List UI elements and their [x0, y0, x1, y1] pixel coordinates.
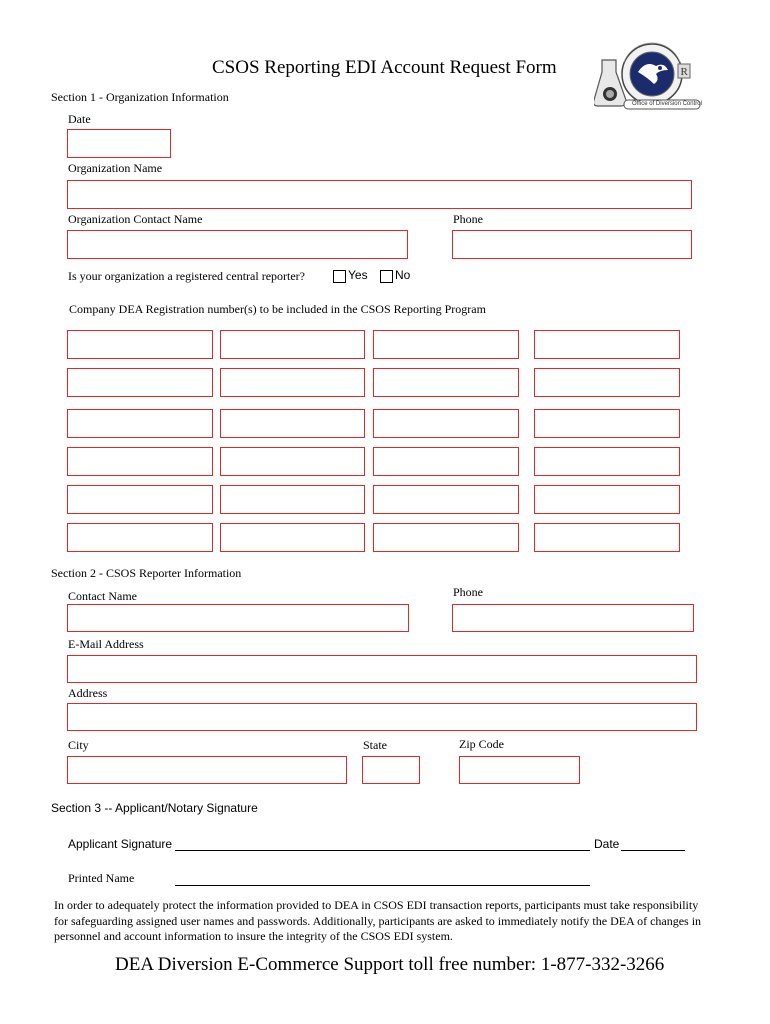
dea-number-field[interactable]	[220, 523, 365, 552]
reporter-phone-field[interactable]	[452, 604, 694, 632]
dea-number-field[interactable]	[373, 409, 519, 438]
state-field[interactable]	[362, 756, 420, 784]
dea-number-field[interactable]	[220, 485, 365, 514]
dea-number-field[interactable]	[220, 409, 365, 438]
dea-number-field[interactable]	[534, 485, 680, 514]
city-field[interactable]	[67, 756, 347, 784]
yes-label: Yes	[348, 268, 368, 282]
reporter-contact-name-label: Contact Name	[68, 589, 137, 603]
org-contact-name-label: Organization Contact Name	[68, 212, 203, 226]
org-name-field[interactable]	[67, 180, 692, 209]
central-reporter-question: Is your organization a registered central reporter?	[68, 269, 305, 283]
section3-heading: Section 3 -- Applicant/Notary Signature	[51, 801, 258, 815]
dea-number-field[interactable]	[534, 409, 680, 438]
dea-number-field[interactable]	[373, 330, 519, 359]
support-phone-footer: DEA Diversion E-Commerce Support toll free number: 1-877-332-3266	[115, 954, 665, 975]
signature-date-line[interactable]	[621, 850, 685, 851]
dea-number-field[interactable]	[373, 523, 519, 552]
applicant-signature-line[interactable]	[175, 850, 590, 851]
address-label: Address	[68, 686, 108, 700]
dea-number-field[interactable]	[373, 447, 519, 476]
dea-number-field[interactable]	[220, 368, 365, 397]
dea-number-field[interactable]	[67, 330, 213, 359]
state-label: State	[363, 738, 387, 752]
dea-number-field[interactable]	[220, 330, 365, 359]
page-title: CSOS Reporting EDI Account Request Form	[212, 57, 557, 78]
dea-numbers-label: Company DEA Registration number(s) to be included in the CSOS Reporting Program	[69, 302, 486, 316]
svg-text:R: R	[680, 66, 688, 78]
date-field[interactable]	[67, 129, 171, 158]
seal-caption: Office of Diversion Control	[632, 101, 702, 107]
dea-number-field[interactable]	[67, 368, 213, 397]
section1-heading: Section 1 - Organization Information	[51, 90, 229, 104]
printed-name-line[interactable]	[175, 885, 590, 886]
email-label: E-Mail Address	[68, 637, 144, 651]
dea-number-field[interactable]	[67, 523, 213, 552]
reporter-phone-label: Phone	[453, 585, 483, 599]
org-name-label: Organization Name	[68, 161, 163, 175]
dea-number-field[interactable]	[373, 368, 519, 397]
dea-number-field[interactable]	[534, 447, 680, 476]
printed-name-label: Printed Name	[68, 871, 135, 885]
notice-paragraph: In order to adequately protect the information provided to DEA in CSOS EDI transaction reports, participants must take responsibility for safeguarding assigned user names and passwords. Additionally, participants are asked to immediately notify the DEA of changes in personnel and account information to insure the integrity of the CSOS EDI system.	[54, 898, 702, 943]
dea-number-field[interactable]	[67, 485, 213, 514]
zip-label: Zip Code	[459, 737, 504, 751]
org-phone-label: Phone	[453, 212, 483, 226]
org-contact-name-field[interactable]	[67, 230, 408, 259]
signature-date-label: Date	[594, 837, 620, 851]
no-checkbox[interactable]	[380, 270, 393, 283]
reporter-contact-name-field[interactable]	[67, 604, 409, 632]
dea-number-field[interactable]	[534, 523, 680, 552]
org-phone-field[interactable]	[452, 230, 692, 259]
dea-number-field[interactable]	[373, 485, 519, 514]
dea-number-field[interactable]	[67, 409, 213, 438]
zip-field[interactable]	[459, 756, 580, 784]
dea-seal-logo	[594, 42, 704, 114]
yes-checkbox[interactable]	[333, 270, 346, 283]
no-label: No	[395, 268, 411, 282]
address-field[interactable]	[67, 703, 697, 731]
date-label: Date	[68, 112, 91, 126]
dea-number-field[interactable]	[67, 447, 213, 476]
section2-heading: Section 2 - CSOS Reporter Information	[51, 566, 242, 580]
dea-number-field[interactable]	[534, 330, 680, 359]
email-field[interactable]	[67, 655, 697, 683]
applicant-signature-label: Applicant Signature	[68, 837, 173, 851]
dea-number-field[interactable]	[220, 447, 365, 476]
city-label: City	[68, 738, 89, 752]
dea-number-field[interactable]	[534, 368, 680, 397]
